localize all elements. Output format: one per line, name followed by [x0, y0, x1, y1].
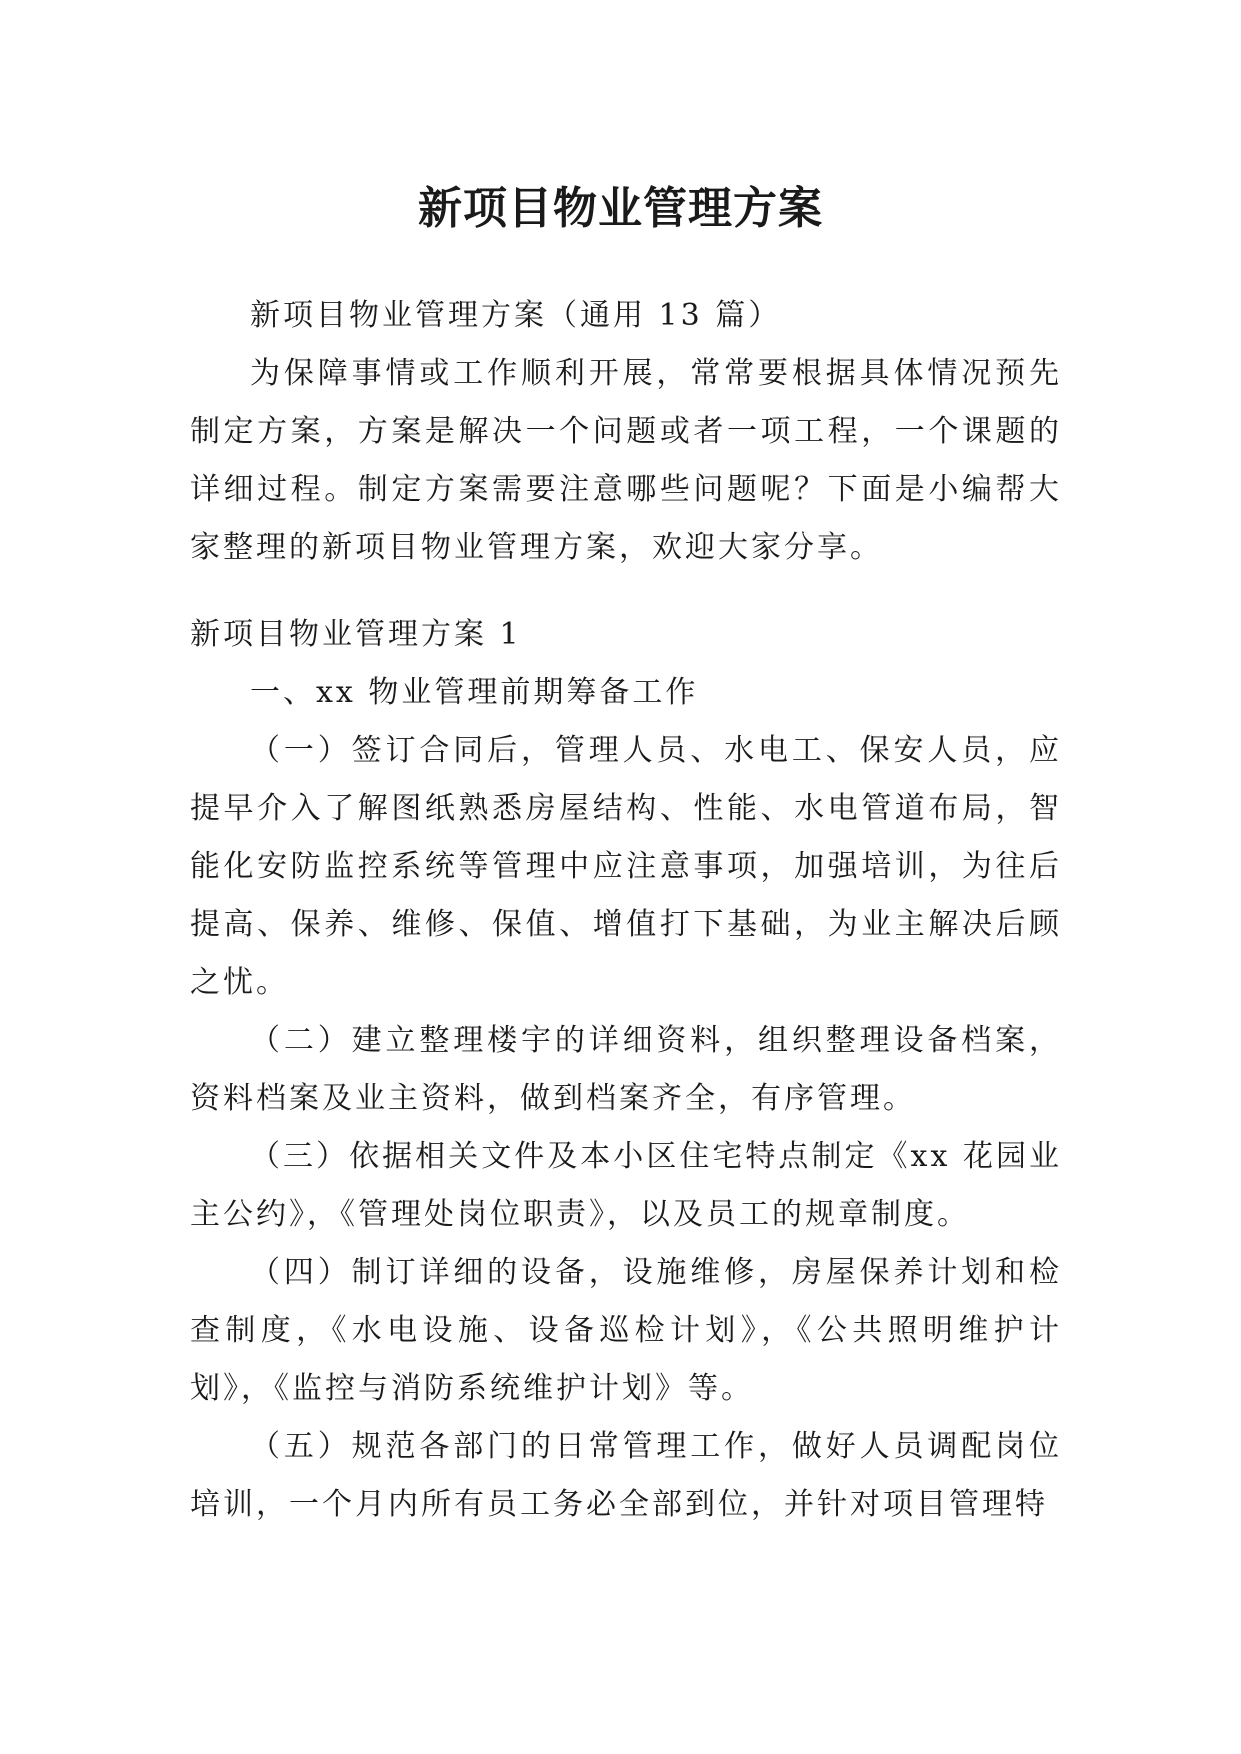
document-title: 新项目物业管理方案	[418, 183, 823, 235]
body-paragraph: （四）制订详细的设备，设施维修，房屋保养计划和检查制度，《水电设施、设备巡检计划》，《公共照明维护计划》，《监控与消防系统维护计划》等。	[190, 1255, 1062, 1406]
subtitle-paragraph: 新项目物业管理方案（通用 13 篇）	[250, 298, 782, 333]
section-heading: 新项目物业管理方案 1	[190, 617, 522, 652]
body-paragraph: （二）建立整理楼宇的详细资料，组织整理设备档案，资料档案及业主资料，做到档案齐全，有序管理。	[190, 1023, 1062, 1116]
document-body	[190, 287, 1062, 1534]
intro-paragraph: 为保障事情或工作顺利开展，常常要根据具体情况预先制定方案，方案是解决一个问题或者一项工程，一个课题的详细过程。制定方案需要注意哪些问题呢？下面是小编帮大家整理的新项目物业管理方案，欢迎大家分享。	[190, 356, 1062, 565]
body-paragraph: （五）规范各部门的日常管理工作，做好人员调配岗位培训，一个月内所有员工务必全部到位，并针对项目管理特	[190, 1429, 1062, 1522]
subsection-heading: 一、xx 物业管理前期筹备工作	[250, 675, 699, 710]
body-paragraph: （一）签订合同后，管理人员、水电工、保安人员，应提早介入了解图纸熟悉房屋结构、性能、水电管道布局，智能化安防监控系统等管理中应注意事项，加强培训，为往后提高、保养、维修、保值、增值打下基础，为业主解决后顾之忧。	[190, 733, 1062, 1000]
body-paragraph: （三）依据相关文件及本小区住宅特点制定《xx 花园业主公约》，《管理处岗位职责》，以及员工的规章制度。	[190, 1139, 1062, 1232]
